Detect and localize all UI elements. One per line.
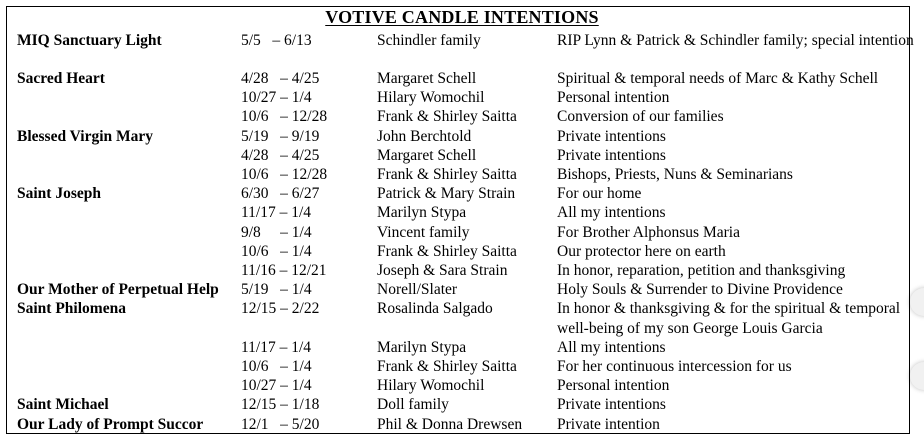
section-name: Sacred Heart [17,69,105,87]
donor-name: Frank & Shirley Saitta [377,108,517,126]
date-range: 11/17 – 1/4 [241,204,312,222]
section-name: Our Mother of Perpetual Help [17,281,219,299]
intention-text: Our protector here on earth [557,242,726,260]
date-range: 11/16 – 12/21 [241,261,327,279]
section-name: Saint Joseph [17,185,101,203]
page-title: VOTIVE CANDLE INTENTIONS [325,7,599,27]
intention-text: Private intentions [557,146,666,164]
date-range: 12/15 – 1/18 [241,396,320,414]
intention-text: RIP Lynn & Patrick & Schindler family; special intention [557,31,914,49]
date-range: 10/6 – 1/4 [241,242,312,260]
intention-text: Spiritual & temporal needs of Marc & Kathy Schell [557,69,879,87]
donor-name: John Berchtold [377,127,472,145]
section-name: Saint Michael [17,396,109,414]
intention-text: In honor & thanksgiving & for the spiritual & temporal well-being of my son George Louis Garcia [557,300,901,337]
donor-name: Margaret Schell [377,146,477,164]
intention-text: Conversion of our families [557,108,724,126]
intention-text: For her continuous intercession for us [557,357,792,375]
date-range: 12/15 – 2/22 [241,300,320,318]
donor-name: Frank & Shirley Saitta [377,165,517,183]
donor-name: Marilyn Stypa [377,338,467,356]
section-name: Blessed Virgin Mary [17,127,154,145]
date-range: 4/28 – 4/25 [241,69,320,87]
intention-text: For Brother Alphonsus Maria [557,223,740,241]
intention-text: Holy Souls & Surrender to Divine Providence [557,281,843,299]
donor-name: Margaret Schell [377,69,477,87]
donor-name: Frank & Shirley Saitta [377,357,517,375]
date-range: 12/1 – 5/20 [241,415,320,433]
intention-text: All my intentions [557,204,666,222]
date-range: 4/28 – 4/25 [241,146,320,164]
donor-name: Hilary Womochil [377,89,485,107]
donor-name: Joseph & Sara Strain [377,261,508,279]
intention-text: Bishops, Priests, Nuns & Seminarians [557,165,793,183]
date-range: 9/8 – 1/4 [241,223,312,241]
date-range: 5/19 – 1/4 [241,281,312,299]
donor-name: Schindler family [377,31,481,49]
date-range: 11/17 – 1/4 [241,338,312,356]
donor-name: Norell/Slater [377,281,458,299]
donor-name: Patrick & Mary Strain [377,185,516,203]
donor-name: Frank & Shirley Saitta [377,242,517,260]
date-range: 10/27 – 1/4 [241,89,312,107]
intention-text: Private intention [557,415,660,433]
donor-name: Phil & Donna Drewsen [377,415,523,433]
intention-text: For our home [557,185,642,203]
intention-text: All my intentions [557,338,666,356]
date-range: 10/6 – 12/28 [241,165,328,183]
date-range: 6/30 – 6/27 [241,185,320,203]
intention-text: Private intentions [557,396,666,414]
section-name: Saint Philomena [17,300,126,318]
donor-name: Marilyn Stypa [377,204,467,222]
donor-name: Vincent family [377,223,470,241]
intention-text: Personal intention [557,377,670,395]
section-name: MIQ Sanctuary Light [17,31,162,49]
intention-text: In honor, reparation, petition and thanksgiving [557,261,846,279]
donor-name: Rosalinda Salgado [377,300,493,318]
date-range: 10/6 – 12/28 [241,108,328,126]
date-range: 10/27 – 1/4 [241,377,312,395]
date-range: 5/19 – 9/19 [241,127,320,145]
donor-name: Doll family [377,396,449,414]
intention-text: Private intentions [557,127,666,145]
intention-text: Personal intention [557,89,670,107]
section-name: Our Lady of Prompt Succor [17,415,204,433]
date-range: 10/6 – 1/4 [241,357,312,375]
donor-name: Hilary Womochil [377,377,485,395]
date-range: 5/5 – 6/13 [241,31,312,49]
